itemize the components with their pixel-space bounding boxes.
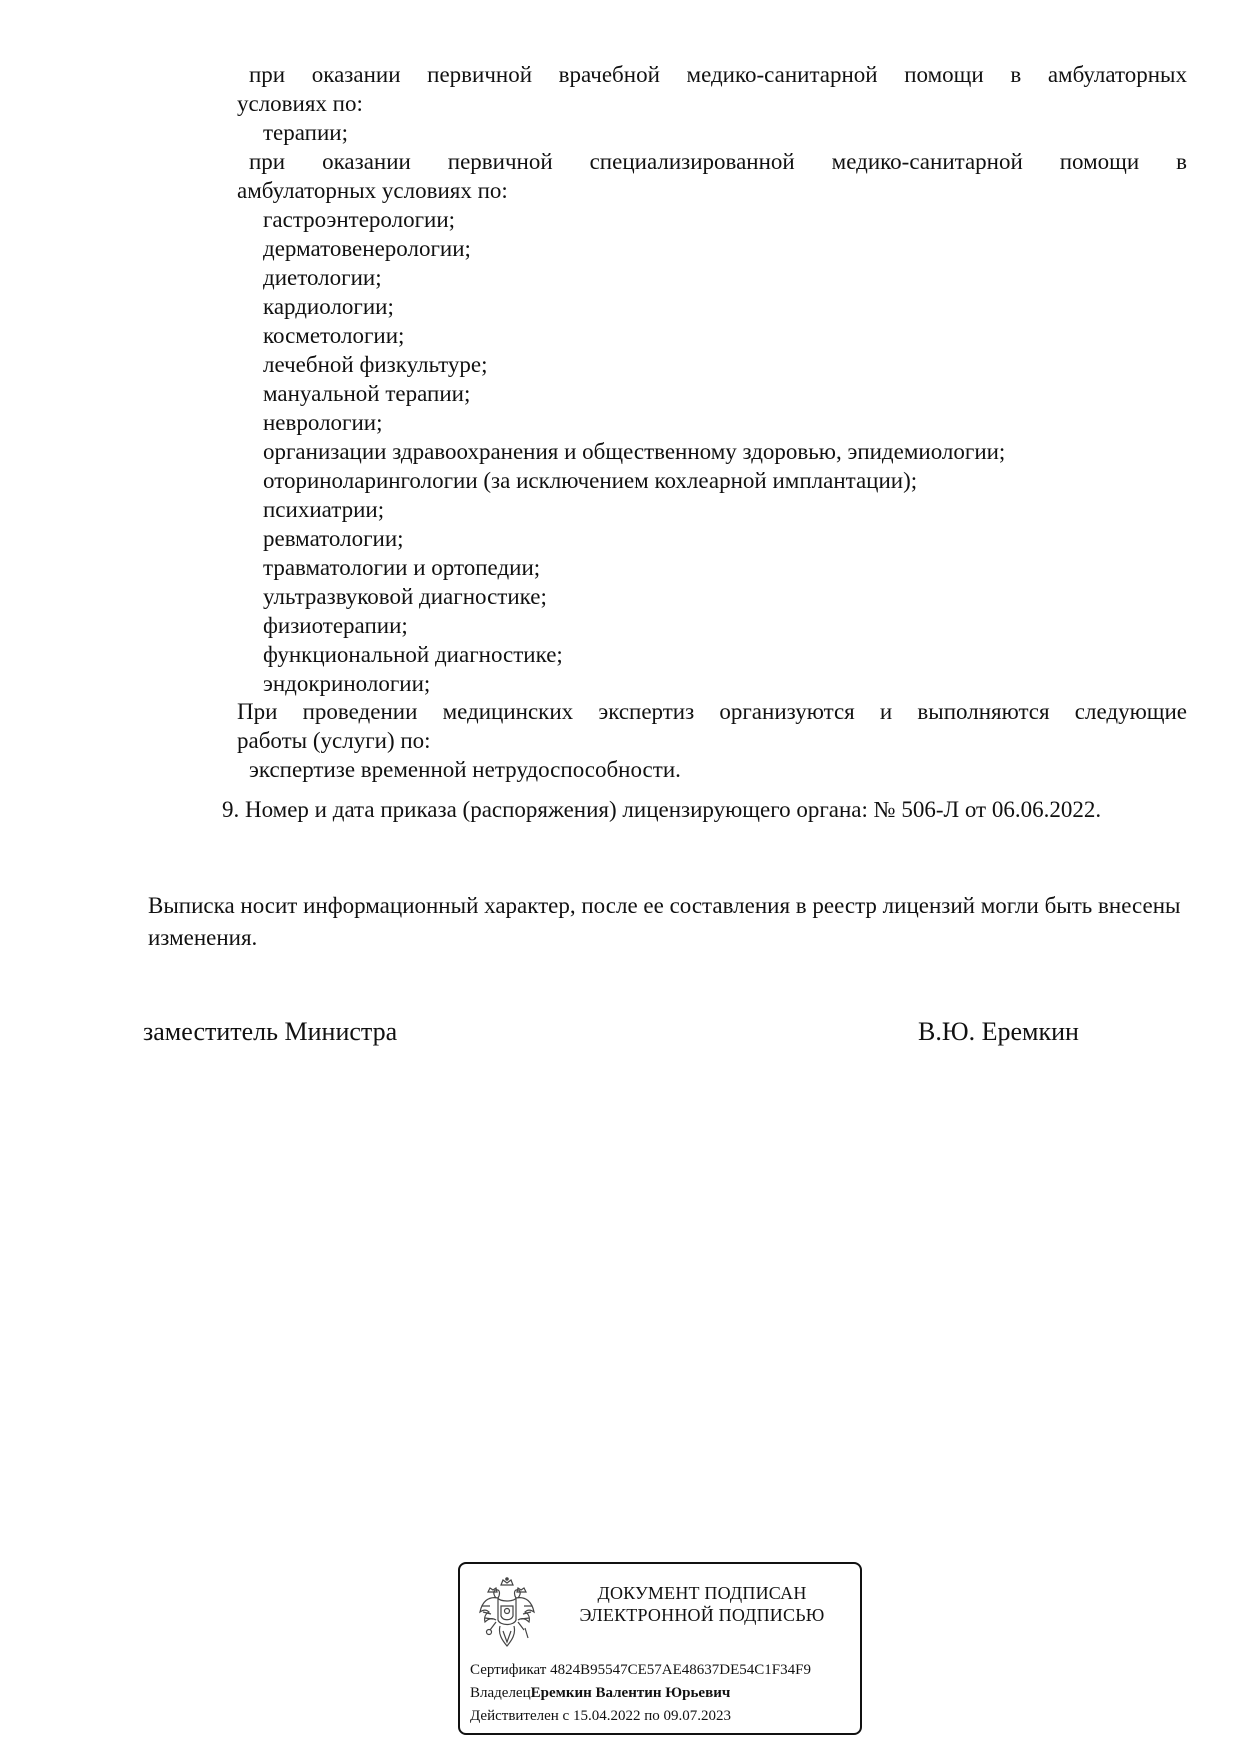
list-item: косметологии; xyxy=(263,323,405,348)
expertise-intro-line2: работы (услуги) по: xyxy=(237,728,431,753)
order-number-line: 9. Номер и дата приказа (распоряжения) лицензирующего органа: № 506-Л от 06.06.2022. xyxy=(222,797,1102,822)
informational-note: Выписка носит информационный характер, после ее составления в реестр лицензий могли быть внесены изменения. xyxy=(148,893,1181,950)
stamp-certificate-value: 4824B95547CE57AE48637DE54C1F34F9 xyxy=(550,1662,811,1678)
list-item: физиотерапии; xyxy=(263,613,408,638)
list-item: функциональной диагностике; xyxy=(263,642,563,667)
stamp-certificate xyxy=(470,1660,811,1680)
list-item: ультразвуковой диагностике; xyxy=(263,584,547,609)
stamp-title-line2: ЭЛЕКТРОННОЙ ПОДПИСЬЮ xyxy=(579,1605,825,1625)
expertise-intro-line1: При проведении медицинских экспертиз организуются и выполняются следующие xyxy=(237,699,1187,724)
signatory-position: заместитель Министра xyxy=(143,1017,398,1046)
stamp-owner xyxy=(470,1683,730,1703)
specialized-care-section xyxy=(237,147,1187,698)
primary-care-intro-line1: при оказании первичной врачебной медико-санитарной помощи в амбулаторных xyxy=(249,62,1187,87)
stamp-title-line1: ДОКУМЕНТ ПОДПИСАН xyxy=(597,1583,807,1603)
specialized-care-intro-line2: амбулаторных условиях по: xyxy=(237,178,508,203)
list-item: гастроэнтерологии; xyxy=(263,207,456,232)
specialized-care-intro-line1: при оказании первичной специализированной медико-санитарной помощи в xyxy=(249,149,1187,174)
list-item: терапии; xyxy=(263,120,348,145)
list-item: экспертизе временной нетрудоспособности. xyxy=(249,757,681,782)
expertise-section xyxy=(237,697,1187,784)
coat-of-arms-icon xyxy=(476,1576,538,1650)
list-item: ревматологии; xyxy=(263,526,404,551)
list-item: мануальной терапии; xyxy=(263,381,471,406)
primary-care-section xyxy=(237,60,1187,147)
list-item: организации здравоохранения и общественному здоровью, эпидемиологии; xyxy=(263,439,1006,464)
electronic-signature-stamp xyxy=(458,1562,862,1735)
list-item: лечебной физкультуре; xyxy=(263,352,488,377)
stamp-owner-value: Еремкин Валентин Юрьевич xyxy=(530,1685,731,1701)
stamp-title xyxy=(560,1582,844,1626)
list-item: неврологии; xyxy=(263,410,383,435)
list-item: кардиологии; xyxy=(263,294,394,319)
list-item: оториноларингологии (за исключением кохлеарной имплантации); xyxy=(263,468,918,493)
signatory-name: В.Ю. Еремкин xyxy=(918,1017,1079,1046)
list-item: диетологии; xyxy=(263,265,382,290)
stamp-owner-label: Владелец xyxy=(470,1685,531,1701)
list-item: эндокринологии; xyxy=(263,671,431,696)
list-item: дерматовенерологии; xyxy=(263,236,471,261)
primary-care-intro-line2: условиях по: xyxy=(237,91,363,116)
list-item: травматологии и ортопедии; xyxy=(263,555,541,580)
list-item: психиатрии; xyxy=(263,497,385,522)
stamp-certificate-label: Сертификат xyxy=(470,1662,547,1678)
stamp-validity: Действителен с 15.04.2022 по 09.07.2023 xyxy=(470,1708,731,1724)
